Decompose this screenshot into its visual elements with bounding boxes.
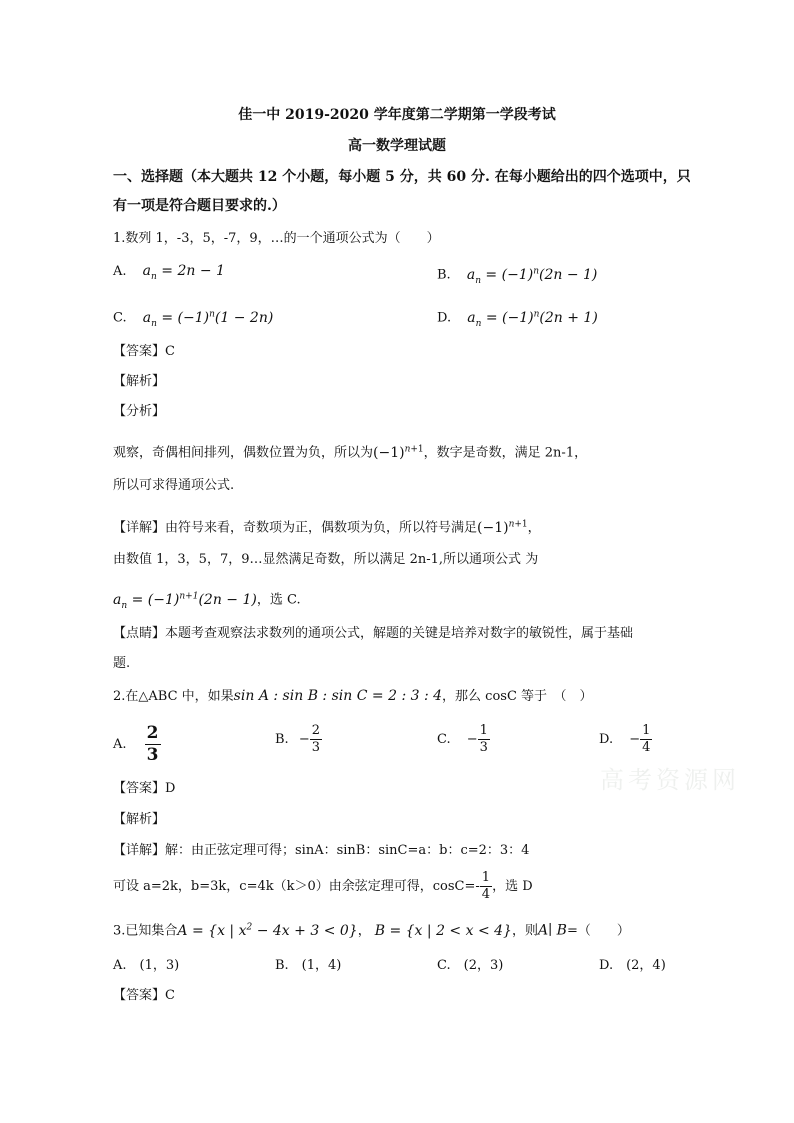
- q3-answer: 【答案】C: [113, 988, 175, 1003]
- q1-option-a: A. $a_n = 2n - 1$: [113, 263, 225, 282]
- exam-title: 佳一中 2019-2020 学年度第二学期第一学段考试: [238, 107, 556, 123]
- q2-detail-line1: 【详解】解：由正弦定理可得；sinA：sinB：sinC=a：b：c=2：3：4: [113, 843, 530, 858]
- q1-detail-line1: 【详解】由符号来看，奇数项为正，偶数项为负，所以符号满足$(-1)^{n+1}$，: [113, 519, 541, 536]
- q2-option-b: B. − $\frac{2}{3}$: [275, 723, 321, 755]
- q2-analysis-tag: 【解析】: [113, 812, 166, 827]
- watermark: 高考资源网: [600, 766, 740, 794]
- q2-detail-line2: 可设 a=2k，b=3k，c=4k（k＞0）由余弦定理可得，cosC=- $\frac{1}{4}$ ，选 D: [113, 870, 533, 902]
- q3-option-a: A. (1，3): [113, 958, 180, 973]
- q1-analysis-tag: 【解析】: [113, 374, 166, 389]
- q2-option-a: A. $\frac{2}{3}$: [113, 723, 159, 765]
- q3-option-c: C. (2，3): [437, 958, 504, 973]
- q1-fenxi-line2: 所以可求得通项公式.: [113, 478, 235, 493]
- q1-option-b: B. $a_n = (-1)^n(2n - 1)$: [437, 266, 598, 286]
- exam-subtitle: 高一数学理试题: [348, 138, 446, 154]
- q1-fenxi-tag: 【分析】: [113, 404, 166, 419]
- q1-stem: 1.数列 1，-3，5，-7，9，…的一个通项公式为（ ）: [113, 231, 440, 246]
- q2-option-c: C. − $\frac{1}{3}$: [437, 723, 488, 755]
- q1-option-d: D. $a_n = (-1)^n(2n + 1)$: [437, 309, 598, 329]
- section-heading-line2: 有一项是符合题目要求的.）: [113, 198, 286, 214]
- q2-stem: 2.在△ABC 中，如果sin A : sin B : sin C = 2 : 3 : 4，那么 cosC 等于 （ ）: [113, 688, 593, 704]
- q1-answer: 【答案】C: [113, 344, 175, 359]
- q2-option-d: D. − $\frac{1}{4}$: [599, 723, 651, 755]
- q1-option-a-label: A.: [113, 264, 127, 279]
- q3-stem: 3.已知集合A = {x | $x^2 - 4x + 3 < 0$}， B = {x | 2 < x < 4}，则A∣ B=（ ）: [113, 922, 630, 939]
- q1-comment-line1: 【点睛】本题考查观察法求数列的通项公式，解题的关键是培养对数字的敏锐性，属于基础: [113, 626, 634, 641]
- q1-fenxi-line1: 观察，奇偶相间排列，偶数位置为负，所以为$(-1)^{n+1}$，数字是奇数，满足 2n-1，: [113, 444, 588, 461]
- q1-comment-line2: 题.: [113, 656, 131, 671]
- q1-detail-line3: $a_n = (-1)^{n+1}(2n - 1)$，选 C.: [113, 591, 301, 611]
- q3-option-b: B. (1，4): [275, 958, 342, 973]
- q1-detail-line2: 由数值 1，3，5，7，9…显然满足奇数，所以满足 2n-1,所以通项公式 为: [113, 552, 539, 567]
- section-heading-line1: 一、选择题（本大题共 12 个小题，每小题 5 分，共 60 分. 在每小题给出的四个选项中，只: [113, 169, 691, 185]
- q2-answer: 【答案】D: [113, 781, 176, 796]
- q1-option-c: C. $a_n = (-1)^n(1 - 2n)$: [113, 309, 274, 329]
- q3-option-d: D. (2，4): [599, 958, 666, 973]
